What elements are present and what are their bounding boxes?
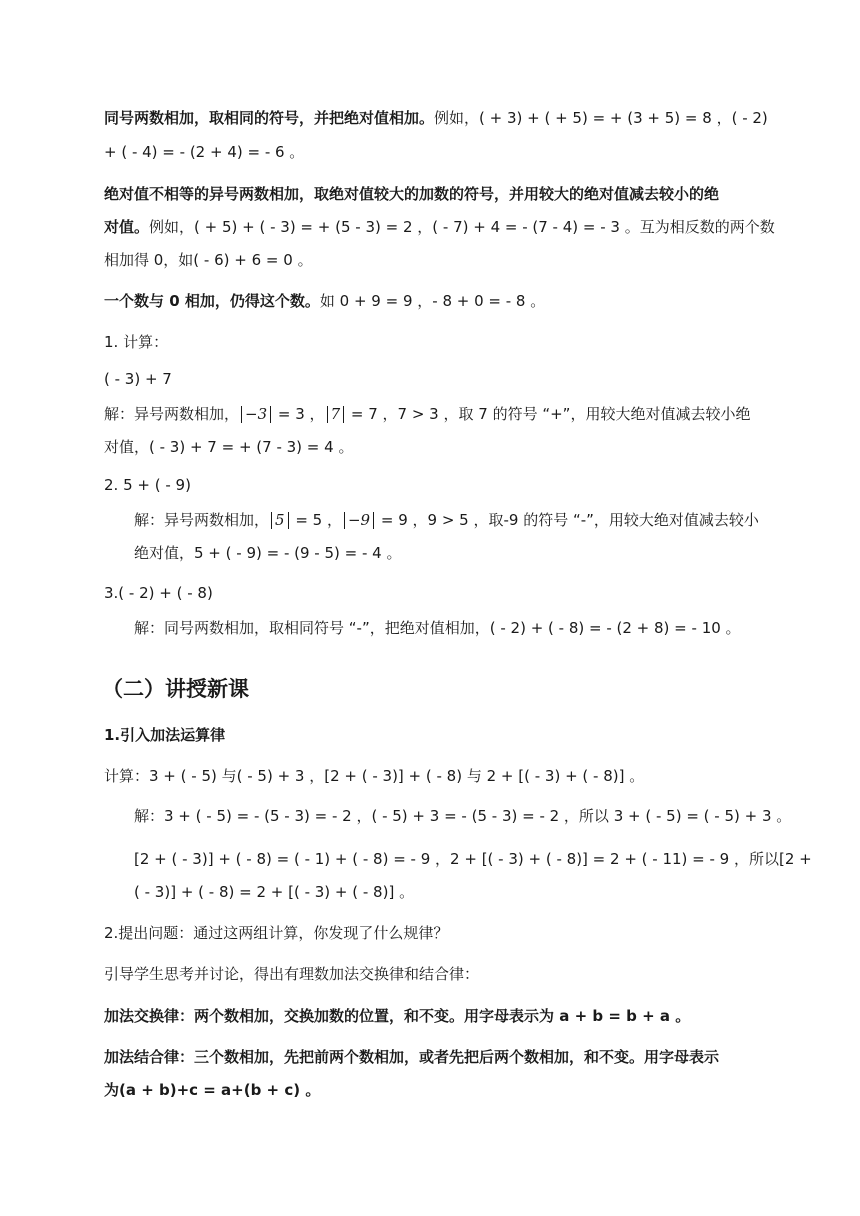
rule-same-sign-bold: 同号两数相加，取相同的符号，并把绝对值相加。 (104, 109, 435, 127)
subsection-title: 1.引入加法运算律 (104, 726, 226, 744)
solution-mid: = 3 ， (273, 405, 325, 423)
associative-law-line2: 为(a + b)+c = a+(b + c) 。 (104, 1081, 321, 1099)
solution-post: = 7 ，7 > 3 ，取 7 的符号 “+”，用较大绝对值减去较小绝 (346, 405, 751, 423)
rule-diff-sign-bold-tail: 对值。 (104, 218, 150, 236)
abs-value: −9 (344, 512, 374, 529)
abs-value: −3 (241, 406, 271, 423)
exercise-2-expr: 2. 5 + ( - 9) (104, 476, 191, 494)
abs-value: 5 (271, 512, 289, 529)
exercise-3-solution: 解：同号两数相加，取相同符号 “-”，把绝对值相加，( - 2) + ( - 8) = - (2 + 8) = - 10 。 (134, 619, 741, 637)
exercise-1-expr: ( - 3) + 7 (104, 370, 172, 388)
guide-text: 引导学生思考并讨论，得出有理数加法交换律和结合律： (104, 965, 480, 983)
exercise-2-solution-line2: 绝对值，5 + ( - 9) = - (9 - 5) = - 4 。 (134, 544, 402, 562)
solution-mid: = 5 ， (290, 511, 342, 529)
rule-zero-example: 如 0 + 9 = 9 ，- 8 + 0 = - 8 。 (319, 292, 546, 310)
calc-prompt: 计算：3 + ( - 5) 与( - 5) + 3 ，[2 + ( - 3)] + ( - 8) 与 2 + [( - 3) + ( - 8)] 。 (104, 767, 645, 785)
rule-zero-bold: 一个数与 0 相加，仍得这个数。 (104, 292, 320, 310)
solution-post: = 9 ，9 > 5 ，取-9 的符号 “-”，用较大绝对值减去较小 (376, 511, 759, 529)
exercise-3-expr: 3.( - 2) + ( - 8) (104, 584, 213, 602)
rule-diff-sign-line2 (104, 216, 775, 238)
exercise-heading: 1. 计算： (104, 333, 169, 351)
section-title: （二）讲授新课 (102, 677, 249, 701)
calc-solution-2-line1: [2 + ( - 3)] + ( - 8) = ( - 1) + ( - 8) = - 9 ，2 + [( - 3) + ( - 8)] = 2 + ( - 11) = - 9 ，所以[2 + (134, 850, 812, 868)
exercise-1-solution-line2: 对值，( - 3) + 7 = + (7 - 3) = 4 。 (104, 438, 354, 456)
commutative-law: 加法交换律：两个数相加，交换加数的位置，和不变。用字母表示为 a + b = b + a 。 (104, 1007, 691, 1025)
associative-law-line1: 加法结合律：三个数相加，先把前两个数相加，或者先把后两个数相加，和不变。用字母表示 (104, 1048, 720, 1066)
calc-solution-1: 解：3 + ( - 5) = - (5 - 3) = - 2 ，( - 5) + 3 = - (5 - 3) = - 2 ，所以 3 + ( - 5) = ( - 5) + 3 。 (134, 807, 792, 825)
rule-diff-sign-line3: 相加得 0，如( - 6) + 6 = 0 。 (104, 251, 313, 269)
rule-same-sign-line1 (104, 107, 768, 129)
abs-value: 7 (327, 406, 345, 423)
rule-same-sign-example: 例如，( + 3) + ( + 5) = + (3 + 5) = 8 ，( - 2) (434, 109, 768, 127)
solution-prefix: 解：异号两数相加， (134, 511, 270, 529)
rule-same-sign-line2: + ( - 4) = - (2 + 4) = - 6 。 (104, 143, 305, 161)
question-2: 2.提出问题：通过这两组计算，你发现了什么规律？ (104, 924, 449, 942)
solution-prefix: 解：异号两数相加， (104, 405, 240, 423)
rule-diff-sign-line1: 绝对值不相等的异号两数相加，取绝对值较大的加数的符号，并用较大的绝对值减去较小的绝 (104, 185, 720, 203)
exercise-1-solution-line1 (104, 403, 750, 425)
rule-diff-sign-example: 例如，( + 5) + ( - 3) = + (5 - 3) = 2 ，( - 7) + 4 = - (7 - 4) = - 3 。互为相反数的两个数 (149, 218, 775, 236)
exercise-2-solution-line1 (134, 509, 759, 531)
calc-solution-2-line2: ( - 3)] + ( - 8) = 2 + [( - 3) + ( - 8)] 。 (134, 883, 415, 901)
rule-zero (104, 290, 545, 312)
